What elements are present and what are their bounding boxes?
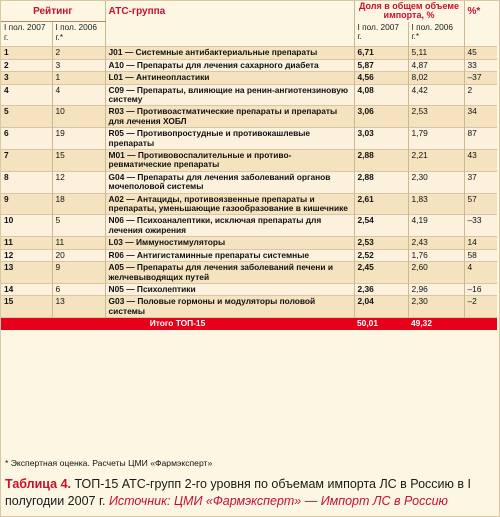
- rank-2007: 7: [4, 150, 9, 161]
- pct-change: 45: [464, 47, 497, 59]
- rank-2007: 11: [4, 237, 13, 248]
- rank-2007: 5: [4, 106, 9, 117]
- share-2007: 2,52: [354, 249, 408, 261]
- atc-group: [105, 237, 354, 249]
- total-share-2006: 49,32: [411, 318, 432, 329]
- share-2006: 2,21: [408, 150, 464, 172]
- atc-code: R05: [108, 128, 124, 139]
- caption-text: ТОП-15 АТС-групп 2-го уровня по объемам импорта ЛС в Россию в I полугодии 2007 г.: [5, 477, 471, 508]
- atc-separator: —: [124, 150, 138, 161]
- atc-name: Антинеопластики: [135, 72, 210, 83]
- share-2007: 2,04: [354, 296, 408, 318]
- share-2006: 2,30: [408, 296, 464, 318]
- atc-code: N06: [108, 215, 124, 226]
- atc-name: Половые гормоны и модуляторы половой системы: [108, 296, 316, 316]
- atc-separator: —: [123, 249, 137, 260]
- atc-code: A10: [108, 59, 124, 70]
- atc-separator: —: [123, 59, 137, 70]
- atc-separator: —: [123, 215, 137, 226]
- table-row: [1, 193, 497, 215]
- share-2007: 2,54: [354, 215, 408, 237]
- atc-group: [105, 171, 354, 193]
- atc-code: G04: [108, 171, 125, 182]
- footnote: * Экспертная оценка. Расчеты ЦМИ «Фармэксперт»: [5, 458, 213, 468]
- pct-change: –16: [464, 283, 497, 295]
- atc-name: Системные антибактериальные препараты: [135, 47, 318, 58]
- rank-2006: 4: [52, 84, 105, 106]
- caption-source: Источник: ЦМИ «Фармэксперт» — Импорт ЛС в Россию: [108, 493, 448, 508]
- atc-name: Психоаналептики, исключая препараты для лечения ожирения: [108, 215, 322, 235]
- atc-name: Иммуностимуляторы: [135, 237, 226, 248]
- atc-group: [105, 128, 354, 150]
- table-row: [1, 237, 497, 249]
- atc-group: [105, 47, 354, 59]
- atc-group: [105, 150, 354, 172]
- atc-separator: —: [123, 84, 137, 95]
- rating-header: Рейтинг: [1, 1, 105, 22]
- pct-change: –33: [464, 215, 497, 237]
- pct-change: –37: [464, 72, 497, 84]
- atc-group: [105, 84, 354, 106]
- rank-2006: 1: [52, 72, 105, 84]
- atc-name: Препараты для лечения заболеваний печени и желчевыводящих путей: [108, 262, 333, 282]
- atc-group: [105, 262, 354, 284]
- rank-2007: 14: [4, 283, 14, 294]
- pct-header: %*: [464, 1, 497, 22]
- atc-code: L03: [108, 237, 123, 248]
- share-2006: 2,43: [408, 237, 464, 249]
- atc-separator: —: [123, 283, 137, 294]
- table-row: [1, 296, 497, 318]
- atc-name: Препараты, влияющие на ренин-ангиотензиновую систему: [108, 84, 349, 104]
- rank-2006: 2: [52, 47, 105, 59]
- share-2007: 2,36: [354, 283, 408, 295]
- pct-change: 14: [464, 237, 497, 249]
- share-2007: 3,03: [354, 128, 408, 150]
- table-caption: [5, 476, 493, 510]
- pct-change: 57: [464, 193, 497, 215]
- share-2006: 8,02: [408, 72, 464, 84]
- atc-group: [105, 193, 354, 215]
- atc-code: M01: [108, 150, 125, 161]
- rank-2006: 18: [52, 193, 105, 215]
- rank-2006: 15: [52, 150, 105, 172]
- rank-2007: 13: [4, 262, 14, 273]
- share-2007: 2,88: [354, 150, 408, 172]
- rank-2006: 12: [52, 171, 105, 193]
- pct-change: 4: [464, 262, 497, 284]
- share-2006: 1,76: [408, 249, 464, 261]
- share-2007: 2,53: [354, 237, 408, 249]
- table-row: [1, 262, 497, 284]
- pct-change: 37: [464, 171, 497, 193]
- atc-separator: —: [123, 128, 137, 139]
- total-share-2007: 50,01: [357, 318, 378, 329]
- rank-2006: 5: [52, 215, 105, 237]
- atc-group: [105, 59, 354, 71]
- atc-separator: —: [123, 193, 137, 204]
- rank-2006: 10: [52, 106, 105, 128]
- caption-label: Таблица 4.: [5, 477, 71, 491]
- atc-separator: —: [122, 47, 136, 58]
- atc-group: [105, 72, 354, 84]
- table-row: [1, 59, 497, 71]
- table-row: [1, 283, 497, 295]
- rank-2006: 9: [52, 262, 105, 284]
- atc-code: N05: [108, 283, 124, 294]
- atc-code: A02: [108, 193, 124, 204]
- rank-2007: 9: [4, 193, 9, 204]
- share-2007: 4,56: [354, 72, 408, 84]
- rating-2006-header: I пол. 2006 г.*: [52, 22, 105, 47]
- pct-change: 34: [464, 106, 497, 128]
- atc-name: Антациды, противоязвенные препараты и препараты, уменьшающие газообразование в кишечнике: [108, 193, 348, 214]
- table-row: [1, 47, 497, 59]
- atc-code: L01: [108, 72, 123, 83]
- share-2006: 1,79: [408, 128, 464, 150]
- rank-2006: 6: [52, 283, 105, 295]
- rank-2007: 4: [4, 84, 9, 95]
- atc-name: Препараты для лечения сахарного диабета: [136, 59, 319, 70]
- rank-2007: 15: [4, 296, 14, 307]
- atc-code: C09: [108, 84, 124, 95]
- atc-header: АТС-группа: [105, 1, 354, 22]
- share-2007: 2,61: [354, 193, 408, 215]
- share-2006: 4,87: [408, 59, 464, 71]
- total-row: [1, 318, 497, 330]
- atc-separator: —: [123, 106, 137, 117]
- share-header: Доля в общем объеме импорта, %: [354, 1, 464, 22]
- atc-code: A05: [108, 262, 124, 273]
- atc-group: [105, 296, 354, 318]
- atc-separator: —: [122, 72, 136, 83]
- table-row: [1, 215, 497, 237]
- share-2007: 2,45: [354, 262, 408, 284]
- atc-group: [105, 215, 354, 237]
- rank-2006: 11: [52, 237, 105, 249]
- rank-2007: 6: [4, 128, 9, 139]
- table-row: [1, 150, 497, 172]
- atc-separator: —: [124, 171, 138, 182]
- import-table: [1, 1, 497, 330]
- share-2007: 5,87: [354, 59, 408, 71]
- share-2007: 2,88: [354, 171, 408, 193]
- rank-2007: 3: [4, 72, 9, 83]
- atc-code: R06: [108, 249, 124, 260]
- atc-name: Противоастматические препараты и препараты для лечения ХОБЛ: [108, 106, 338, 126]
- share-2007: 6,71: [354, 47, 408, 59]
- share-2006: 2,30: [408, 171, 464, 193]
- atc-group: [105, 249, 354, 261]
- share-2006-header: I пол. 2006 г.*: [408, 22, 464, 47]
- share-2007: 3,06: [354, 106, 408, 128]
- rank-2007: 8: [4, 171, 9, 182]
- share-2006: 4,42: [408, 84, 464, 106]
- pct-change: –2: [464, 296, 497, 318]
- pct-change: 33: [464, 59, 497, 71]
- share-2006: 1,83: [408, 193, 464, 215]
- table-row: [1, 84, 497, 106]
- share-2006: 2,60: [408, 262, 464, 284]
- atc-name: Антигистаминные препараты системные: [136, 249, 310, 260]
- rank-2007: 2: [4, 59, 9, 70]
- atc-group: [105, 283, 354, 295]
- atc-name: Противовоспалительные и противоревматические препараты: [108, 150, 292, 170]
- atc-code: J01: [108, 47, 123, 58]
- table-row: [1, 128, 497, 150]
- rank-2006: 13: [52, 296, 105, 318]
- rank-2006: 3: [52, 59, 105, 71]
- share-2007-header: I пол. 2007 г.: [354, 22, 408, 47]
- pct-change: 87: [464, 128, 497, 150]
- pct-change: 58: [464, 249, 497, 261]
- total-label: Итого ТОП-15: [149, 318, 206, 329]
- rank-2006: 20: [52, 249, 105, 261]
- atc-group: [105, 106, 354, 128]
- table-row: [1, 249, 497, 261]
- atc-name: Препараты для лечения заболеваний органов мочеполовой системы: [108, 171, 331, 192]
- atc-separator: —: [122, 237, 136, 248]
- share-2006: 2,96: [408, 283, 464, 295]
- share-2006: 4,19: [408, 215, 464, 237]
- atc-name: Противопростудные и противокашлевые препараты: [108, 128, 311, 148]
- pct-change: 2: [464, 84, 497, 106]
- rank-2006: 19: [52, 128, 105, 150]
- rating-2007-header: I пол. 2007 г.: [4, 22, 46, 42]
- table-row: [1, 72, 497, 84]
- share-2007: 4,08: [354, 84, 408, 106]
- table-row: [1, 106, 497, 128]
- share-2006: 5,11: [408, 47, 464, 59]
- pct-change: 43: [464, 150, 497, 172]
- rank-2007: 10: [4, 215, 14, 226]
- atc-separator: —: [124, 296, 138, 307]
- atc-separator: —: [123, 262, 137, 273]
- atc-code: R03: [108, 106, 124, 117]
- table-row: [1, 171, 497, 193]
- atc-name: Психолептики: [136, 283, 196, 294]
- rank-2007: 12: [4, 249, 14, 260]
- atc-code: G03: [108, 296, 125, 307]
- share-2006: 2,53: [408, 106, 464, 128]
- rank-2007: 1: [4, 47, 9, 58]
